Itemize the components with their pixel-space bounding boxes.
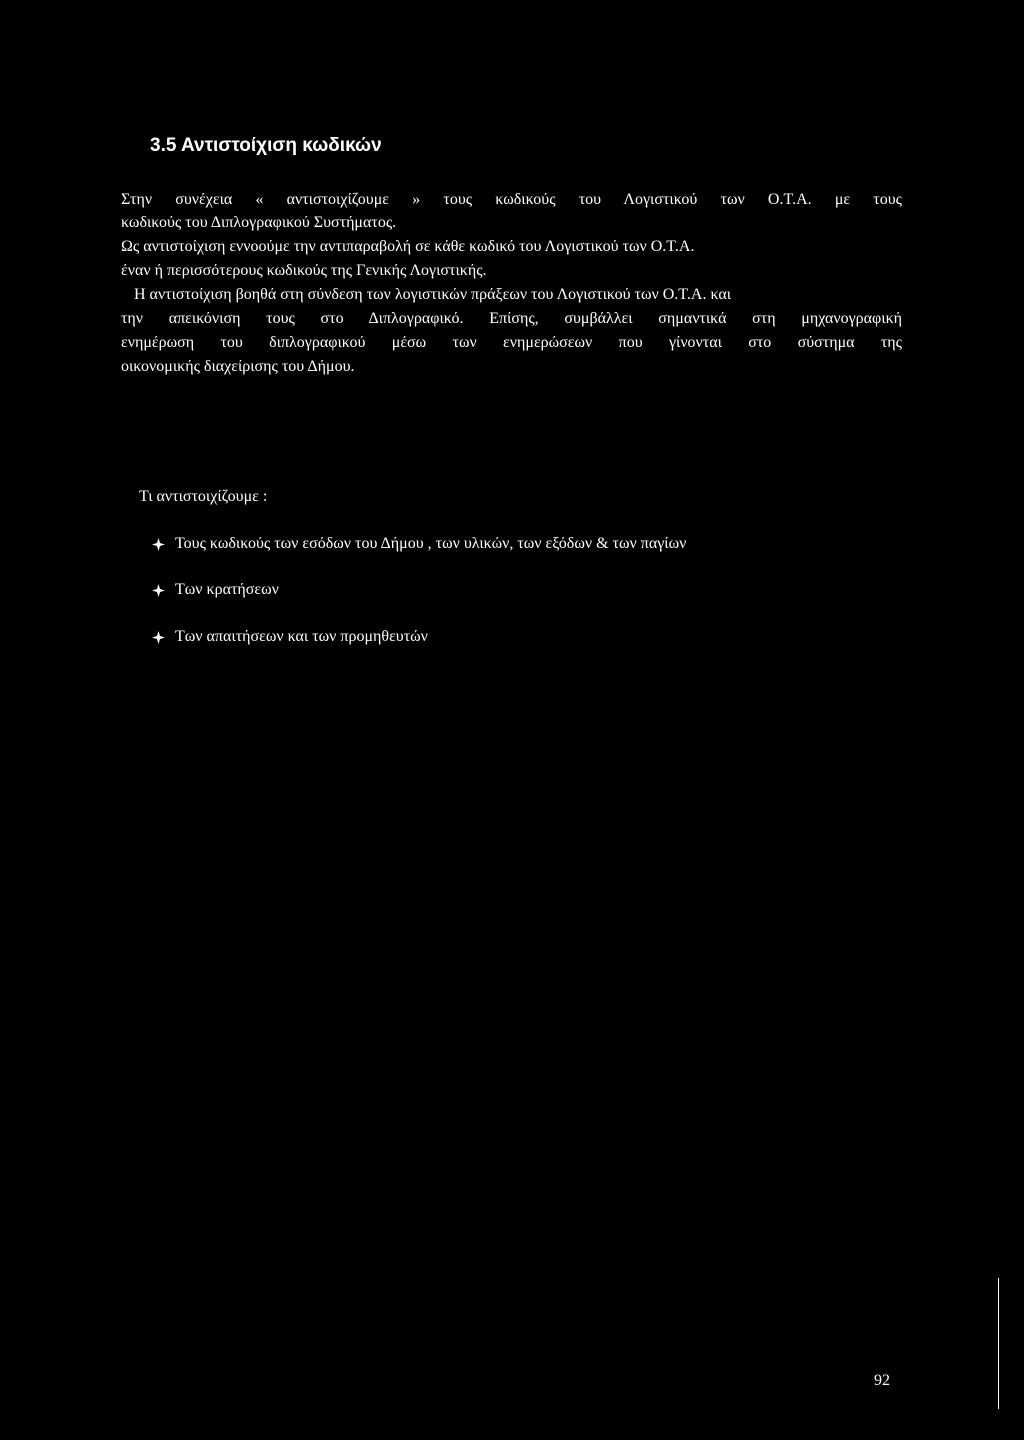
- section-heading: 3.5 Αντιστοίχιση κωδικών: [150, 135, 382, 156]
- list-intro: Τι αντιστοιχίζουμε :: [139, 488, 268, 505]
- paragraph-line: ενημέρωση του διπλογραφικού μέσω των ενημερώσεων που γίνονται στο σύστημα της: [121, 334, 902, 351]
- page-number: 92: [874, 1372, 890, 1389]
- paragraph-line: κωδικούς του Διπλογραφικού Συστήματος.: [121, 214, 397, 231]
- list-item-text: Των απαιτήσεων και των προμηθευτών: [175, 628, 428, 645]
- list-item: [152, 581, 279, 599]
- four-point-star-icon: [152, 584, 165, 597]
- footer-rule: [998, 1278, 999, 1409]
- list-item: [152, 628, 428, 646]
- list-item: [152, 535, 686, 553]
- list-item-text: Τους κωδικούς των εσόδων του Δήμου , των υλικών, των εξόδων & των παγίων: [175, 535, 687, 552]
- paragraph-line: έναν ή περισσότερους κωδικούς της Γενικής Λογιστικής.: [121, 262, 487, 279]
- paragraph-line: Η αντιστοίχιση βοηθά στη σύνδεση των λογιστικών πράξεων του Λογιστικού των Ο.Τ.Α. και: [134, 286, 732, 303]
- paragraph-line: Στην συνέχεια « αντιστοιχίζουμε » τους κωδικούς του Λογιστικού των Ο.Τ.Α. με τους: [121, 191, 902, 208]
- four-point-star-icon: [152, 631, 165, 644]
- paragraph-line: οικονομικής διαχείρισης του Δήμου.: [121, 358, 355, 375]
- paragraph-line: Ως αντιστοίχιση εννοούμε την αντιπαραβολή σε κάθε κωδικό του Λογιστικού των Ο.Τ.Α.: [121, 238, 695, 255]
- paragraph-line: την απεικόνιση τους στο Διπλογραφικό. Επίσης, συμβάλλει σημαντικά στη μηχανογραφική: [121, 310, 902, 327]
- four-point-star-icon: [152, 538, 165, 551]
- list-item-text: Των κρατήσεων: [175, 581, 279, 598]
